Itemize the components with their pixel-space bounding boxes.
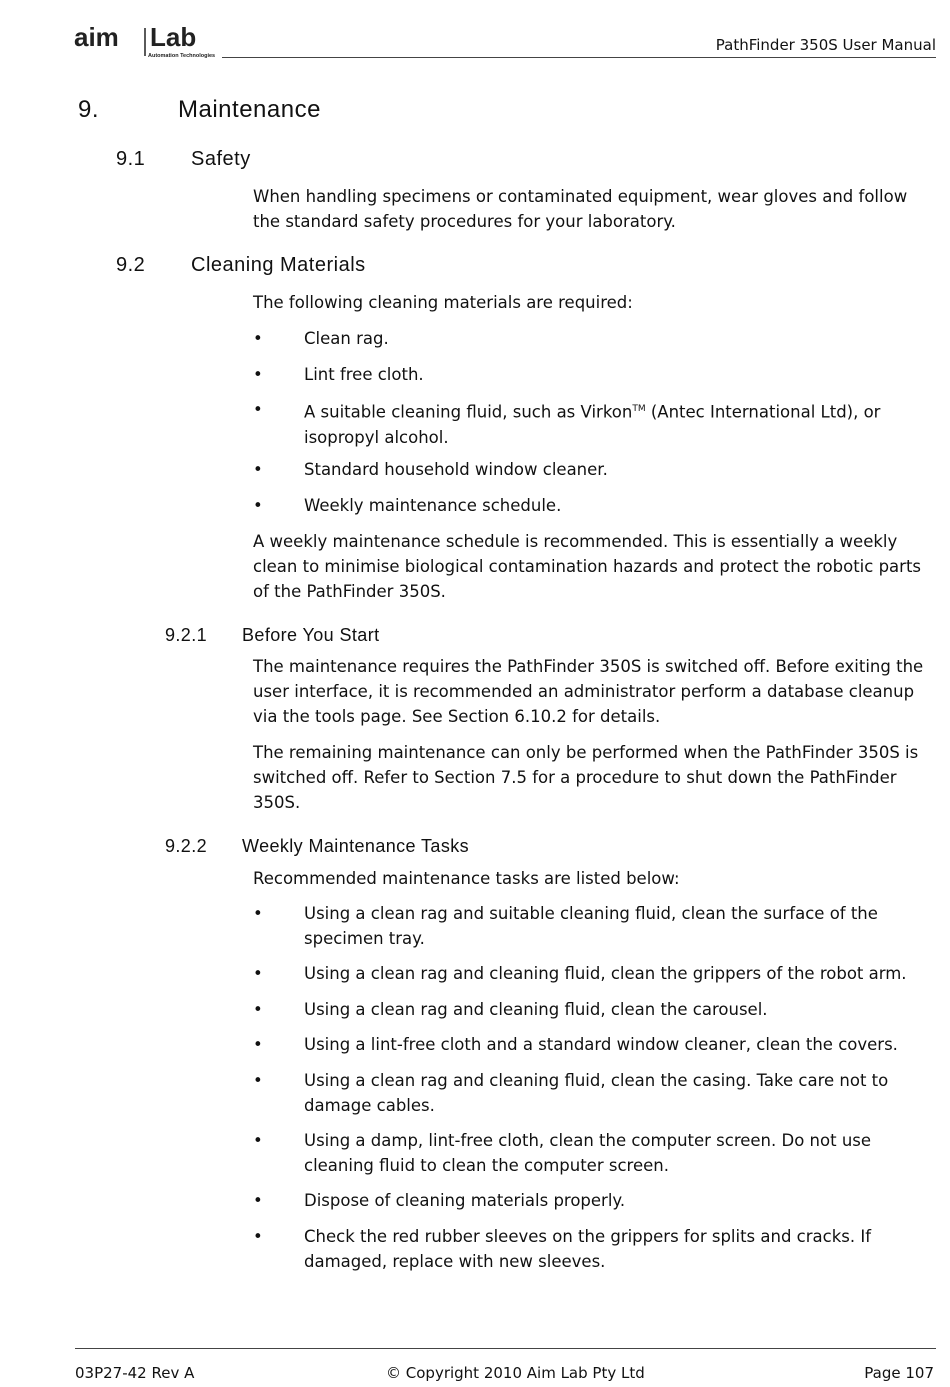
product-detail: (Antec International Ltd), or isopropyl alcohol. — [304, 402, 881, 447]
logo-text-aim: aim — [74, 24, 119, 52]
before-start-para1: The maintenance requires the PathFinder 350S is switched off. Before exiting the user interface, it is recommended an administrator perform a database cleanup via the tools page. See Section 6.10.2 for details. — [253, 657, 924, 726]
safety-number: 9.1 — [116, 148, 146, 170]
weekly-title: Weekly Maintenance Tasks — [242, 836, 470, 856]
list-item-text: Using a lint-free cloth and a standard window cleaner, clean the covers. — [304, 1035, 898, 1054]
bullet-icon: • — [253, 1035, 263, 1054]
before-start-para2: The remaining maintenance can only be performed when the PathFinder 350S is switched off. Refer to Section 7.5 for a procedure to shut down the PathFinder 350S. — [253, 743, 919, 812]
product-name: A suitable cleaning fluid, such as Virkon — [304, 402, 633, 422]
document-title: PathFinder 350S User Manual — [715, 36, 936, 54]
list-item-text: Lint free cloth. — [304, 365, 424, 384]
safety-text: When handling specimens or contaminated equipment, wear gloves and follow the standard safety procedures for your laboratory. — [253, 187, 908, 231]
weekly-intro: Recommended maintenance tasks are listed below: — [253, 869, 680, 888]
bullet-icon: • — [253, 1131, 263, 1150]
trademark-symbol: TM — [632, 404, 646, 414]
document-code: 03P27-42 Rev A — [75, 1364, 195, 1382]
section-number: 9. — [78, 96, 100, 123]
list-item-text: Using a damp, lint-free cloth, clean the computer screen. Do not use cleaning fluid to clean the computer screen. — [304, 1131, 872, 1175]
list-item-text: Weekly maintenance schedule. — [304, 496, 562, 515]
list-item-text: Check the red rubber sleeves on the grippers for splits and cracks. If damaged, replace with new sleeves. — [304, 1227, 872, 1271]
header-divider — [222, 57, 936, 58]
bullet-icon: • — [253, 496, 263, 515]
cleaning-title: Cleaning Materials — [191, 254, 366, 276]
weekly-number: 9.2.2 — [165, 836, 208, 856]
bullet-icon: • — [253, 964, 263, 983]
list-item-text — [304, 397, 935, 450]
list-item-text: Using a clean rag and cleaning fluid, clean the grippers of the robot arm. — [304, 964, 907, 983]
bullet-icon: • — [253, 1227, 263, 1246]
safety-title: Safety — [191, 148, 251, 170]
list-item-text: Using a clean rag and cleaning fluid, clean the casing. Take care not to damage cables. — [304, 1071, 889, 1115]
cleaning-number: 9.2 — [116, 254, 146, 276]
bullet-icon: • — [253, 904, 263, 923]
before-start-number: 9.2.1 — [165, 625, 208, 645]
bullet-icon: • — [253, 365, 263, 384]
bullet-icon: • — [253, 1000, 263, 1019]
list-item-text: Clean rag. — [304, 329, 389, 348]
cleaning-intro: The following cleaning materials are required: — [253, 293, 633, 312]
bullet-icon: • — [253, 1191, 263, 1210]
bullet-icon: • — [253, 460, 263, 479]
schedule-text: A weekly maintenance schedule is recommended. This is essentially a weekly clean to minimise biological contamination hazards and protect the robotic parts of the PathFinder 350S. — [253, 532, 922, 601]
bullet-icon: • — [253, 400, 263, 419]
list-item-text: Standard household window cleaner. — [304, 460, 608, 479]
company-logo — [74, 24, 224, 60]
copyright: © Copyright 2010 Aim Lab Pty Ltd — [386, 1364, 645, 1382]
list-item-text: Using a clean rag and suitable cleaning fluid, clean the surface of the specimen tray. — [304, 904, 878, 948]
section-title: Maintenance — [178, 96, 321, 123]
logo-text-lab: Lab — [150, 24, 197, 52]
footer-divider — [75, 1348, 936, 1349]
page-number: Page 107 — [864, 1364, 934, 1382]
before-start-title: Before You Start — [242, 625, 380, 645]
list-item-text: Using a clean rag and cleaning fluid, clean the carousel. — [304, 1000, 768, 1019]
list-item-text: Dispose of cleaning materials properly. — [304, 1191, 626, 1210]
bullet-icon: • — [253, 329, 263, 348]
bullet-icon: • — [253, 1071, 263, 1090]
logo-tagline: Automation Technologies — [148, 53, 216, 59]
